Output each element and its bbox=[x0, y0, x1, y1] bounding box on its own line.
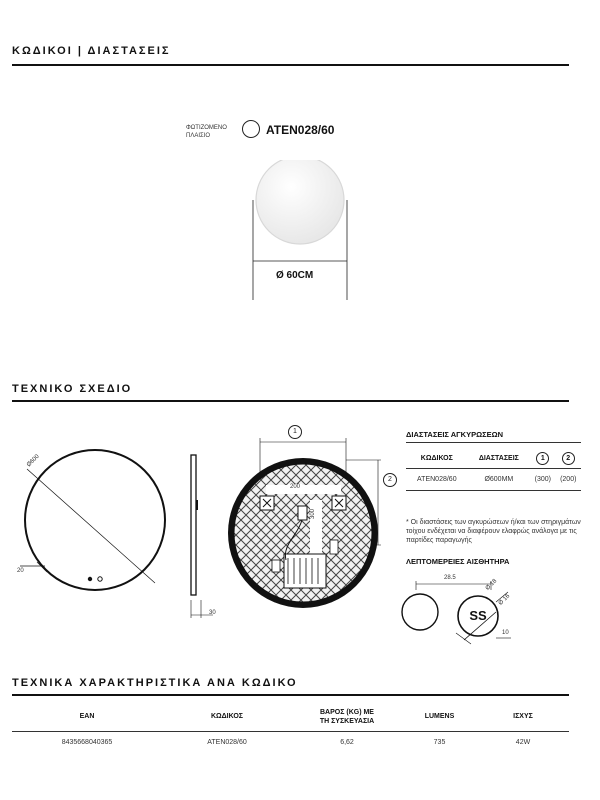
product-code: ATEN028/60 bbox=[266, 123, 335, 137]
dim-200: 200 bbox=[290, 484, 301, 490]
section-title-specs: ΤΕΧΝΙΚΑ ΧΑΡΑΚΤΗΡΙΣΤΙΚΑ ΑΝΑ ΚΩΔΙΚΟ bbox=[12, 677, 298, 689]
mounting-table bbox=[406, 450, 581, 491]
section-title-codes: ΚΩΔΙΚΟΙ | ΔΙΑΣΤΑΣΕΙΣ bbox=[12, 45, 171, 57]
side-view-drawing bbox=[183, 450, 223, 625]
col-2: 2 bbox=[562, 452, 575, 465]
dim-300: 300 bbox=[310, 508, 317, 520]
sensor-dim-10: 10 bbox=[502, 630, 509, 636]
sensor-drawing bbox=[396, 578, 526, 648]
sensor-dim-18: Ø 18 bbox=[484, 578, 499, 592]
row-code: ATEN028/60 bbox=[417, 475, 457, 483]
spec-header-code: ΚΩΔΙΚΟΣ bbox=[210, 713, 244, 721]
diameter-label: Ø 60CM bbox=[276, 270, 314, 281]
mirror-circle bbox=[256, 160, 344, 244]
marker-2: 2 bbox=[383, 473, 397, 487]
mirror-preview bbox=[240, 160, 360, 305]
spec-header-weight: ΒΑΡΟΣ (KG) ΜΕ ΤΗ ΣΥΣΚΕΥΑΣΙΑ bbox=[319, 708, 375, 725]
dia-label: Ø600 bbox=[26, 453, 41, 469]
specs-table bbox=[12, 703, 569, 753]
mounting-note: * Οι διαστάσεις των αγκυρώσεων ή/και των στηριγμάτων τοίχου ενδέχεται να διαφέρουν ελαφρώς ανάλογα με τις παρτίδες παραγωγής bbox=[406, 519, 581, 544]
dim-20: 20 bbox=[17, 568, 24, 574]
col-code: ΚΩΔΙΚΟΣ bbox=[420, 455, 453, 463]
col-1: 1 bbox=[536, 452, 549, 465]
spec-power: 42W bbox=[515, 738, 531, 746]
mounting-rule bbox=[406, 442, 581, 443]
spec-header-power: ΙΣΧΥΣ bbox=[513, 713, 533, 721]
sensor-dim-285: 28.5 bbox=[444, 575, 456, 581]
spec-ean: 8435668040365 bbox=[61, 738, 113, 746]
sensor-title: ΛΕΠΤΟΜΕΡΕΙΕΣ ΑΙΣΘΗΤΗΡΑ bbox=[406, 557, 510, 566]
spec-header-ean: EAN bbox=[79, 713, 95, 721]
frame-label: ΦΩΤΙΖΟΜΕΝΟ ΠΛΑΙΣΙΟ bbox=[186, 125, 227, 139]
spec-header-lumens: LUMENS bbox=[424, 713, 455, 721]
row-dims: Ø600MM bbox=[484, 475, 514, 483]
col-dims: ΔΙΑΣΤΑΣΕΙΣ bbox=[478, 455, 519, 463]
sensor-dim-16: Ø 16 bbox=[497, 593, 512, 607]
spec-weight: 6,62 bbox=[340, 738, 354, 746]
table-row bbox=[12, 731, 569, 753]
section-rule bbox=[12, 64, 569, 66]
svg-text:SS: SS bbox=[469, 608, 487, 623]
dim-30: 30 bbox=[209, 610, 216, 616]
mounting-title: ΔΙΑΣΤΑΣΕΙΣ ΑΓΚΥΡΩΣΕΩΝ bbox=[406, 430, 504, 439]
section-rule bbox=[12, 400, 569, 402]
row-1: (300) bbox=[534, 475, 551, 483]
spec-lumens: 735 bbox=[433, 738, 446, 746]
front-view-drawing bbox=[15, 445, 175, 595]
row-2: (200) bbox=[560, 475, 577, 483]
back-view-drawing bbox=[226, 420, 401, 620]
section-rule bbox=[12, 694, 569, 696]
spec-code: ATEN028/60 bbox=[207, 738, 247, 746]
frame-swatch-icon bbox=[242, 120, 260, 138]
marker-1: 1 bbox=[288, 425, 302, 439]
section-title-drawing: ΤΕΧΝΙΚΟ ΣΧΕΔΙΟ bbox=[12, 383, 133, 395]
